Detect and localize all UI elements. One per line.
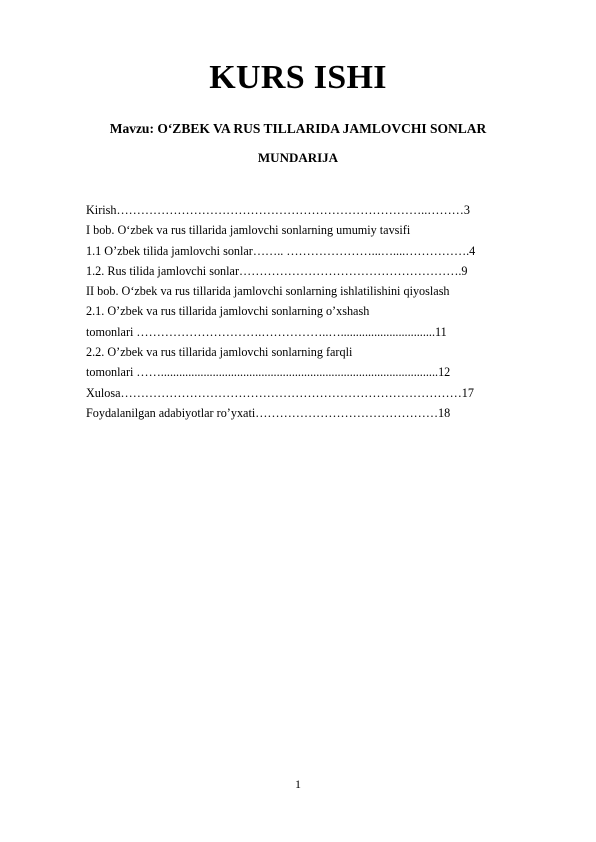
toc-line: Kirish…………………………………………………………………..………3 xyxy=(86,203,470,217)
toc-line: 2.2. O’zbek va rus tillarida jamlovchi sonlarning farqli xyxy=(86,345,353,360)
toc-heading: MUNDARIJA xyxy=(257,150,339,165)
toc-line: Xulosa…………………………………………………………………………17 xyxy=(86,385,474,400)
subject-line: Mavzu: O‘ZBEK VA RUS TILLARIDA JAMLOVCHI SONLAR xyxy=(109,121,487,136)
toc-line: I bob. O‘zbek va rus tillarida jamlovchi sonlarning umumiy tavsifi xyxy=(86,223,411,238)
toc-line: 2.1. O’zbek va rus tillarida jamlovchi sonlarning o’xshash xyxy=(86,304,370,319)
toc-line: 1.2. Rus tilida jamlovchi sonlar……………………………………………….9 xyxy=(86,263,468,278)
toc-line: tomonlari ………………………….……………..…...............................11 xyxy=(86,324,447,339)
table-of-contents xyxy=(86,200,536,423)
toc-line: 1.1 O’zbek tilida jamlovchi sonlar…….. …………………...…....…………….4 xyxy=(86,243,476,258)
toc-line: Foydalanilgan adabiyotlar ro’yxati………………………………………18 xyxy=(86,405,451,420)
toc-line: tomonlari ……...........................................................................................12 xyxy=(86,365,451,380)
page-title: KURS ISHI xyxy=(209,59,387,96)
toc-line: II bob. O‘zbek va rus tillarida jamlovchi sonlarning ishlatilishini qiyoslash xyxy=(86,284,450,299)
page-number: 1 xyxy=(295,777,301,791)
